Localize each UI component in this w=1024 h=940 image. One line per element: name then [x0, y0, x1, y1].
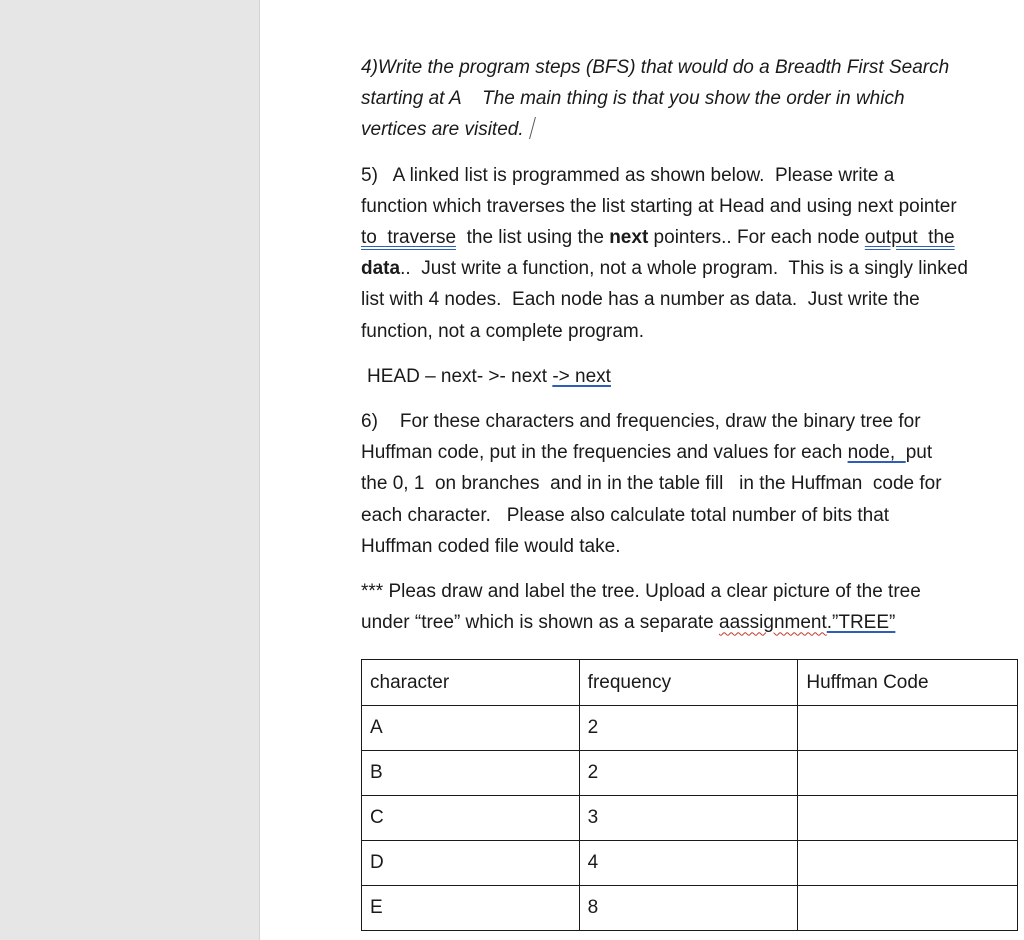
table-row: [362, 886, 1018, 931]
cell-huffman-code[interactable]: [798, 751, 1018, 796]
header-character: character: [362, 660, 580, 706]
next-bold: next: [609, 227, 649, 249]
cell-frequency: 2: [579, 706, 798, 751]
document-body: [361, 52, 1021, 638]
document-page: [260, 0, 1024, 940]
cell-frequency: 8: [579, 886, 798, 931]
q5-line-2: function which traverses the list starting at Head and using next pointer: [361, 195, 957, 217]
node-underlined: node,: [847, 442, 906, 464]
table-row: [362, 841, 1018, 886]
data-bold: data: [361, 258, 401, 280]
huffman-table: [361, 659, 1018, 931]
linked-list-diagram: [361, 361, 1021, 392]
q6-line-1: For these characters and frequencies, draw the binary tree for: [399, 411, 921, 433]
q5-line-1: 5) A linked list is programmed as shown below. Please write a: [361, 164, 895, 186]
output-the-underlined: output the: [864, 227, 955, 249]
cell-character: C: [362, 796, 580, 841]
q6-number: 6): [361, 411, 378, 433]
cell-frequency: 2: [579, 751, 798, 796]
q5-line-3-after: pointers.. For each node: [648, 227, 865, 249]
note-line-2-start: under “tree” which is shown as a separate: [361, 612, 720, 634]
q4-line-2: starting at A The main thing is that you show the order in which: [361, 88, 905, 110]
question-6: [361, 406, 1021, 562]
text-cursor: [529, 117, 536, 139]
q6-line-3: the 0, 1 on branches and in in the table fill in the Huffman code for: [361, 473, 942, 495]
q5-line-6: function, not a complete program.: [361, 320, 645, 342]
cell-character: E: [362, 886, 580, 931]
note-line-1: *** Pleas draw and label the tree. Upload a clear picture of the tree: [361, 581, 921, 603]
left-gutter: [0, 0, 260, 940]
q5-line-5: list with 4 nodes. Each node has a number as data. Just write the: [361, 289, 920, 311]
q6-line-4: each character. Please also calculate total number of bits that: [361, 504, 890, 526]
linked-list-underlined: -> next: [552, 365, 611, 387]
cell-huffman-code[interactable]: [798, 796, 1018, 841]
to-traverse-underlined: to traverse: [361, 227, 457, 249]
q5-line-4: .. Just write a function, not a whole program. This is a singly linked: [400, 258, 968, 280]
question-5: [361, 160, 1021, 347]
aassignment-misspelled: aassignment: [719, 612, 827, 634]
cell-huffman-code[interactable]: [798, 841, 1018, 886]
q4-line-3: vertices are visited.: [361, 119, 524, 141]
table-row: [362, 751, 1018, 796]
table-row: [362, 706, 1018, 751]
cell-character: B: [362, 751, 580, 796]
question-4: [361, 52, 1021, 146]
header-frequency: frequency: [579, 660, 798, 706]
cell-character: D: [362, 841, 580, 886]
table-row: [362, 796, 1018, 841]
note-line-2-end: .”TREE”: [826, 612, 896, 634]
cell-character: A: [362, 706, 580, 751]
table-header-row: [362, 660, 1018, 706]
cell-frequency: 3: [579, 796, 798, 841]
header-huffman-code: Huffman Code: [798, 660, 1018, 706]
linked-list-start: HEAD – next- >- next: [367, 365, 553, 387]
q6-line-2-end: put: [905, 442, 933, 464]
cell-huffman-code[interactable]: [798, 706, 1018, 751]
cell-frequency: 4: [579, 841, 798, 886]
q6-line-5: Huffman coded file would take.: [361, 535, 621, 557]
q5-line-3-mid: the list using the: [456, 227, 610, 249]
q6-line-2-start: Huffman code, put in the frequencies and values for each: [361, 442, 848, 464]
cell-huffman-code[interactable]: [798, 886, 1018, 931]
q4-line-1: 4)Write the program steps (BFS) that would do a Breadth First Search: [361, 57, 950, 78]
tree-note: [361, 576, 1021, 638]
